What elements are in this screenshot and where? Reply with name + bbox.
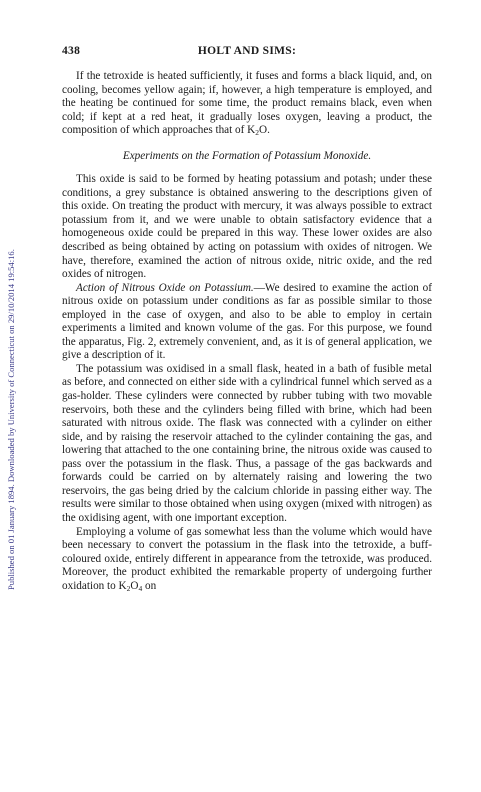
section-heading: Experiments on the Formation of Potassium Monoxide.	[122, 149, 372, 162]
paragraph-buff-oxide	[62, 526, 432, 594]
paragraph-1-text: If the tetroxide is heated sufficiently, it fuses and forms a black liquid, and, on cooling, becomes yellow again; if, however, a high temperature is employed, and the heating be continued for some time, the product remains black, even when cold; if kept at a red heat, it gradually loses oxygen, leaving a product, the composition of which approaches that of K	[62, 70, 432, 137]
paragraph-nitrous-oxide	[62, 282, 432, 363]
paragraph-5-subscript-1: 2	[126, 583, 131, 593]
paragraph-1-text-end: O.	[259, 124, 270, 137]
paragraph-5-text-mid: O	[130, 579, 139, 592]
paragraph-5-text: Employing a volume of gas somewhat less than the volume which would have been necessary to convert the potassium in the flask into the tetroxide, a buff-coloured oxide, entirely different in appearance from the tetroxide, was produced. Moreover, the product exhibited the remarkable property of undergoing further oxidation to K	[62, 525, 432, 592]
paragraph-5-subscript-2: 4	[138, 583, 143, 593]
paragraph-1-subscript: 2	[255, 128, 259, 138]
running-head: HOLT AND SIMS:	[197, 45, 297, 57]
paragraph-3-text: —We desired to examine the action of nitrous oxide on potassium under conditions as far as possible similar to those employed in the case of oxygen, and also to be able to employ in certain experiments a limited and known volume of the gas. For this purpose, we found the apparatus, Fig. 2, extremely convenient, and, as it is of general application, we give a description of it.	[62, 281, 432, 362]
paragraph-monoxide-formation: This oxide is said to be formed by heating potassium and potash; under these conditions, a grey substance is obtained answering to the descriptions given of this oxide. On treating the product with mercury, it was always possible to extract potassium from it, and we were unable to obtain satisfactory evidence that a homogeneous oxide could be prepared in this way. These lower oxides are also described as being obtained by acting on potassium with oxides of nitrogen. We have, therefore, examined the action of nitrous oxide, nitric oxide, and the red oxides of nitrogen.	[62, 173, 432, 281]
page-number: 438	[62, 45, 81, 57]
paragraph-5-text-end: on	[142, 579, 157, 592]
watermark-text: Published on 01 January 1894. Downloaded by University of Connecticut on 29/10/2014 19:54:16.	[6, 249, 16, 590]
paragraph-tetroxide-heating	[62, 70, 432, 138]
paragraph-apparatus-description: The potassium was oxidised in a small flask, heated in a bath of fusible metal as before, and connected on either side with a cylindrical funnel which served as a gas-holder. These cylinders were connected by rubber tubing with two movable reservoirs, both these and the cylinders being filled with brine, which had been saturated with nitrous oxide. The flask was connected with a cylinder on either side, and by raising the reservoir attached to the cylinder containing the gas, and lowering that attached to the one containing brine, the nitrous oxide was caused to pass over the potassium in the flask. Thus, a passage of the gas backwards and forwards could be carried on by alternately raising and lowering the two reservoirs, the gas being dried by the calcium chloride in passing either way. The results were similar to those obtained when using oxygen (mixed with nitrogen) as the oxidising agent, with one important exception.	[62, 362, 432, 524]
article-body	[62, 70, 432, 593]
page-header	[62, 45, 432, 61]
inline-heading-nitrous-oxide: Action of Nitrous Oxide on Potassium.	[76, 281, 254, 294]
